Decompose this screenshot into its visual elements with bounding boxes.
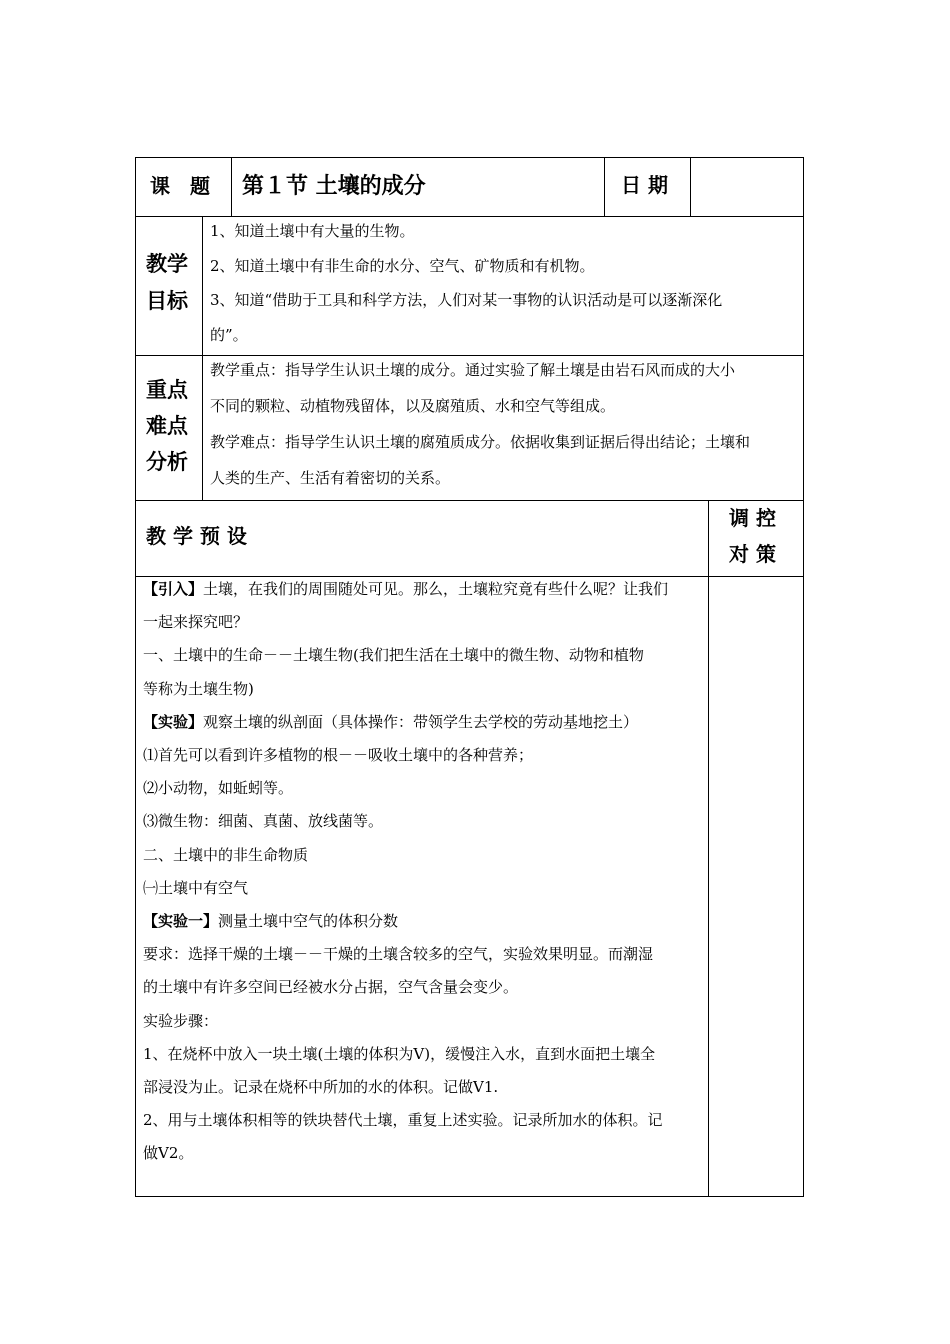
- content-line: [143, 1005, 705, 1038]
- teaching-preset-label: 教 学 预 设: [146, 524, 247, 548]
- content-line: [143, 1038, 705, 1071]
- content-line: [143, 673, 705, 706]
- topic-label: 课 题: [150, 174, 210, 198]
- objective-item: 3、知道“借助于工具和科学方法，人们对某一事物的认识活动是可以逐渐深化: [210, 291, 723, 309]
- content-line-heading: 【实验】: [143, 712, 204, 731]
- key-points-label-line3: 分析: [146, 450, 188, 474]
- key-points-label: [146, 372, 188, 480]
- content-line: [143, 1137, 705, 1170]
- content-line: [143, 872, 705, 905]
- content-line-text: 一、土壤中的生命－－土壤生物(我们把生活在土壤中的微生物、动物和植物: [143, 646, 644, 665]
- content-line-text: 的土壤中有许多空间已经被水分占据，空气含量会变少。: [143, 978, 519, 997]
- row-divider-3: [135, 500, 804, 501]
- objective-item: 的”。: [210, 325, 248, 344]
- key-points-line: 教学重点：指导学生认识土壤的成分。通过实验了解土壤是由岩石风而成的大小: [210, 361, 736, 379]
- content-line: [143, 938, 705, 971]
- content-line-text: 二、土壤中的非生命物质: [143, 845, 309, 864]
- key-points-line: 不同的颗粒、动植物残留体，以及腐殖质、水和空气等组成。: [210, 397, 616, 415]
- content-line-text: 2、用与土壤体积相等的铁块替代土壤，重复上述实验。记录所加水的体积。记: [143, 1111, 663, 1130]
- header-col-divider-3: [690, 157, 691, 216]
- key-points-line: 教学难点：指导学生认识土壤的腐殖质成分。依据收集到证据后得出结论；土壤和: [210, 433, 751, 451]
- teaching-content: [143, 573, 705, 1171]
- content-line-text: ⑴首先可以看到许多植物的根－－吸收土壤中的各种营养；: [143, 746, 534, 765]
- content-line: [143, 706, 705, 739]
- content-line-text: 一起来探究吧？: [143, 613, 249, 632]
- table-border-bottom: [135, 1196, 804, 1197]
- control-strategy-line2: 对 策: [729, 542, 776, 566]
- content-line: [143, 573, 705, 606]
- objectives-label: [146, 246, 188, 320]
- content-line: [143, 905, 705, 938]
- objective-item: 1、知道土壤中有大量的生物。: [210, 222, 415, 240]
- content-line: [143, 639, 705, 672]
- label-col-divider: [202, 216, 203, 500]
- content-line-text: ⑵小动物，如蚯蚓等。: [143, 779, 294, 798]
- content-line-text: ㈠土壤中有空气: [143, 878, 249, 897]
- key-points-label-line1: 重点: [146, 378, 188, 402]
- content-line: [143, 1071, 705, 1104]
- objectives-label-line2: 目标: [146, 289, 188, 313]
- content-line: [143, 606, 705, 639]
- objective-item: 2、知道土壤中有非生命的水分、空气、矿物质和有机物。: [210, 256, 595, 275]
- objectives-list: [210, 214, 800, 352]
- topic-title: 第１节 土壤的成分: [242, 174, 426, 199]
- content-line-text: 观察土壤的纵剖面（具体操作：带领学生去学校的劳动基地挖土）: [203, 712, 639, 731]
- content-line-text: 部浸没为止。记录在烧杯中所加的水的体积。记做V1.: [143, 1078, 499, 1097]
- content-line-text: 测量土壤中空气的体积分数: [218, 912, 399, 931]
- content-line-heading: 【实验一】: [143, 912, 219, 931]
- control-strategy-cell: [709, 577, 803, 1196]
- date-label: 日 期: [621, 173, 668, 197]
- control-strategy-label: [729, 500, 776, 572]
- content-line-text: 1、在烧杯中放入一块土壤(土壤的体积为V)，缓慢注入水，直到水面把土壤全: [143, 1044, 656, 1063]
- key-points-text: [210, 352, 800, 496]
- content-line: [143, 805, 705, 838]
- content-line: [143, 971, 705, 1004]
- content-line-text: 做V2。: [143, 1144, 194, 1163]
- content-line: [143, 739, 705, 772]
- table-border-left: [135, 157, 136, 1197]
- objectives-label-line1: 教学: [146, 252, 188, 276]
- content-line-text: 等称为土壤生物): [143, 679, 254, 698]
- content-line: [143, 1104, 705, 1137]
- table-border-top: [135, 157, 804, 158]
- content-line-text: 土壤，在我们的周围随处可见。那么，土壤粒究竟有些什么呢？让我们: [203, 580, 669, 598]
- content-line-text: ⑶微生物：细菌、真菌、放线菌等。: [143, 812, 384, 831]
- control-strategy-line1: 调 控: [729, 506, 776, 530]
- content-line: [143, 839, 705, 872]
- content-line-text: 实验步骤：: [143, 1011, 219, 1030]
- content-line-text: 要求：选择干燥的土壤－－干燥的土壤含较多的空气，实验效果明显。而潮湿: [143, 945, 654, 964]
- key-points-label-line2: 难点: [146, 414, 188, 438]
- header-col-divider-1: [231, 157, 232, 216]
- content-line: [143, 772, 705, 805]
- table-border-right: [803, 157, 804, 1197]
- header-col-divider-2: [604, 157, 605, 216]
- content-line-heading: 【引入】: [143, 580, 204, 598]
- key-points-line: 人类的生产、生活有着密切的关系。: [210, 469, 451, 487]
